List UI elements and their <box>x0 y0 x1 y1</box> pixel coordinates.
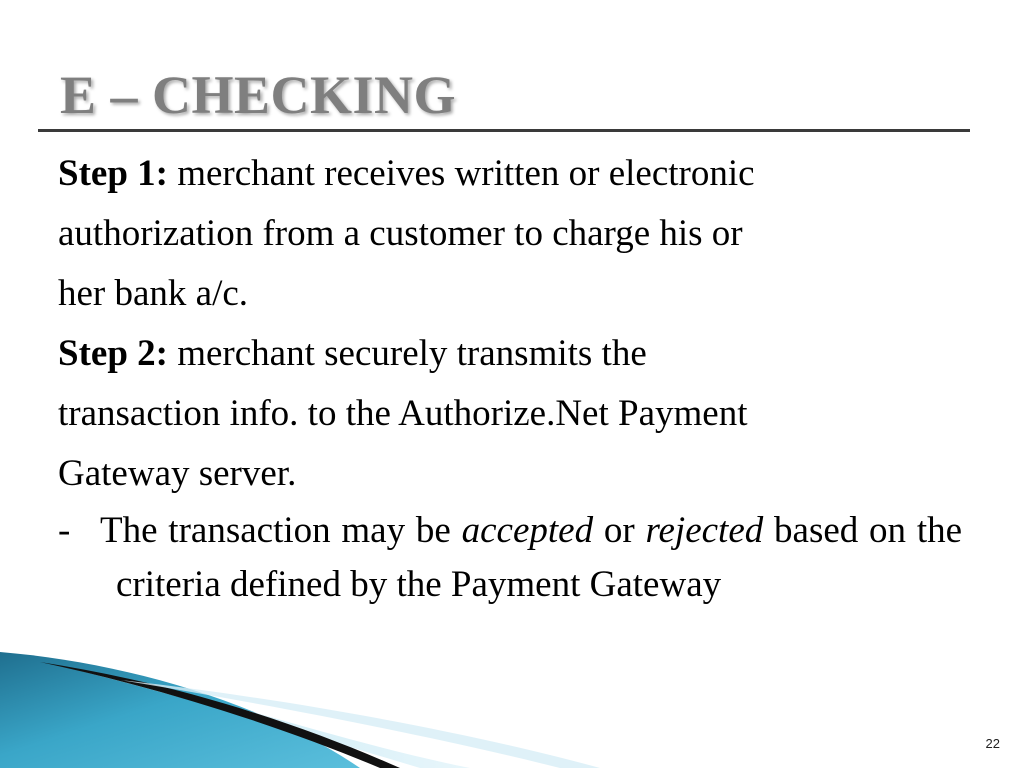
note-dash: - <box>58 510 71 551</box>
step-2-text-1: merchant securely transmits the <box>177 333 647 374</box>
step-2-line-2: transaction info. to the Authorize.Net Payment <box>58 393 748 434</box>
note-text-1: The transaction may be <box>100 510 451 551</box>
step-2-line-1 <box>58 324 962 384</box>
step-2-line-3: Gateway server. <box>58 453 297 494</box>
note-text-2: based on the criteria defined by the Payment Gateway <box>116 510 963 605</box>
step-1-label: Step 1: <box>58 153 168 194</box>
transaction-note <box>58 504 962 612</box>
slide-title: E – CHECKING <box>60 65 457 125</box>
step-1-line-2: authorization from a customer to charge his or <box>58 213 743 254</box>
note-or: or <box>603 510 635 551</box>
note-rejected: rejected <box>645 510 764 551</box>
step-1-line-1 <box>58 144 962 204</box>
step-1-line-3: her bank a/c. <box>58 273 249 314</box>
page-number: 22 <box>985 736 1000 751</box>
step-2-label: Step 2: <box>58 333 168 374</box>
slide-body <box>58 144 962 612</box>
step-1-text-1: merchant receives written or electronic <box>177 153 755 194</box>
title-underline <box>38 129 970 132</box>
note-accepted: accepted <box>461 510 594 551</box>
